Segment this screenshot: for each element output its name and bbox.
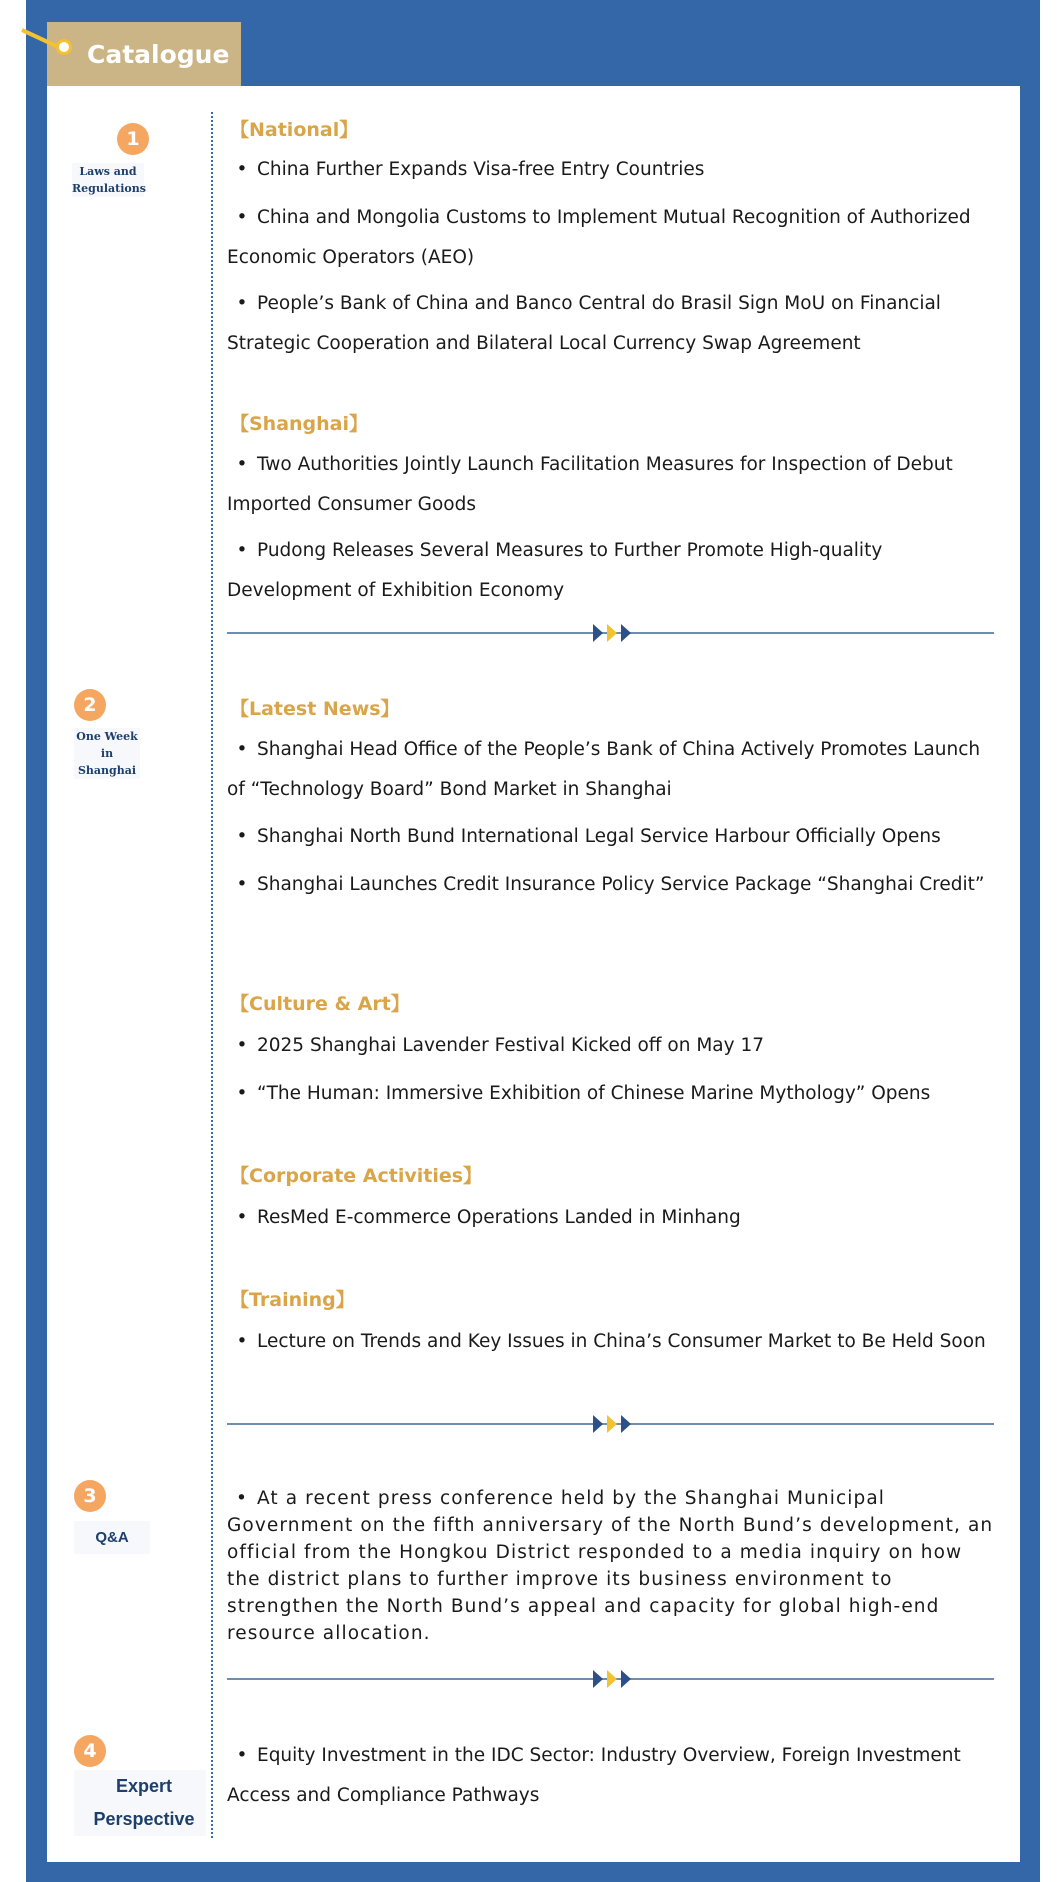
- news-item[interactable]: [227, 531, 997, 611]
- bullet-icon: •: [236, 207, 248, 228]
- bullet-icon: •: [236, 1035, 248, 1056]
- heading-shanghai: 【Shanghai】: [230, 413, 369, 435]
- heading-culture-art: 【Culture & Art】: [230, 993, 410, 1015]
- news-item[interactable]: [227, 198, 997, 278]
- catalogue-title: Catalogue: [87, 39, 230, 69]
- news-item[interactable]: [227, 445, 997, 525]
- news-item-text: Pudong Releases Several Measures to Further Promote High-quality Development of Exhibition Economy: [227, 540, 883, 601]
- bullet-icon: •: [236, 1207, 248, 1228]
- news-item[interactable]: [227, 1322, 997, 1362]
- section-2-label: [74, 728, 140, 779]
- section-2-badge: 2: [74, 689, 106, 721]
- bullet-icon: •: [236, 454, 248, 475]
- bullet-icon: •: [236, 826, 248, 847]
- news-item[interactable]: [227, 284, 997, 364]
- bullet-icon: •: [236, 159, 248, 180]
- triple-arrow-icon: [591, 1670, 637, 1688]
- heading-national: 【National】: [230, 119, 359, 141]
- section-divider: [227, 627, 994, 639]
- catalogue-pointer-dot: [56, 39, 72, 55]
- bullet-icon: •: [236, 1745, 248, 1766]
- triple-arrow-icon: [591, 1415, 637, 1433]
- section-3-badge: 3: [74, 1480, 106, 1512]
- timeline-divider: [211, 112, 213, 1838]
- heading-latest-news: 【Latest News】: [230, 698, 400, 720]
- bullet-icon: •: [236, 1331, 248, 1352]
- news-item-text: “The Human: Immersive Exhibition of Chinese Marine Mythology” Opens: [257, 1083, 931, 1104]
- section-3-label-text: Q&A: [95, 1529, 129, 1546]
- news-item-text: Shanghai North Bund International Legal Service Harbour Officially Opens: [257, 826, 941, 847]
- section-1-label-text: Laws and Regulations: [72, 165, 146, 195]
- news-item-text: China Further Expands Visa-free Entry Countries: [257, 159, 705, 180]
- news-item-text: Lecture on Trends and Key Issues in China’s Consumer Market to Be Held Soon: [257, 1331, 986, 1352]
- news-item-text: Equity Investment in the IDC Sector: Industry Overview, Foreign Investment Access and Compliance Pathways: [227, 1745, 961, 1806]
- heading-corporate-activities: 【Corporate Activities】: [230, 1165, 483, 1187]
- section-4-badge: 4: [74, 1735, 106, 1767]
- section-divider: [227, 1418, 994, 1430]
- news-item[interactable]: [227, 1026, 997, 1066]
- section-1-badge: 1: [117, 123, 149, 155]
- news-item-text: Shanghai Launches Credit Insurance Policy Service Package “Shanghai Credit”: [257, 874, 985, 895]
- bullet-icon: •: [236, 874, 248, 895]
- section-2-label-text: One Week in Shanghai: [76, 730, 138, 777]
- section-1-label: [72, 163, 144, 197]
- triple-arrow-icon: [591, 624, 637, 642]
- news-item[interactable]: [227, 1074, 997, 1114]
- section-4-label-text: Expert Perspective: [93, 1776, 195, 1829]
- news-item-text: ResMed E-commerce Operations Landed in Minhang: [257, 1207, 741, 1228]
- section-4-label: [74, 1770, 206, 1836]
- news-item-text: 2025 Shanghai Lavender Festival Kicked off on May 17: [257, 1035, 765, 1056]
- bullet-icon: •: [236, 739, 248, 760]
- catalogue-tab: [47, 22, 241, 86]
- news-item-text: China and Mongolia Customs to Implement Mutual Recognition of Authorized Economic Operators (AEO): [227, 207, 971, 268]
- heading-training: 【Training】: [230, 1289, 355, 1311]
- bullet-icon: •: [236, 293, 248, 314]
- section-3-label: [74, 1521, 150, 1554]
- bullet-icon: •: [236, 1083, 248, 1104]
- news-item-text: Two Authorities Jointly Launch Facilitation Measures for Inspection of Debut Imported Consumer Goods: [227, 454, 953, 515]
- bullet-icon: •: [236, 540, 248, 561]
- bullet-icon: •: [235, 1488, 248, 1509]
- news-item[interactable]: [227, 865, 997, 905]
- news-item[interactable]: [227, 150, 997, 190]
- qa-text: At a recent press conference held by the Shanghai Municipal Government on the fifth anniversary of the North Bund’s development, an official from the Hongkou District responded to a media inquiry on how the district plans to further improve its business environment to strengthen the North Bund’s appeal and capacity for global high-end resource allocation.: [227, 1488, 994, 1644]
- qa-item[interactable]: [227, 1485, 1002, 1647]
- news-item[interactable]: [227, 817, 997, 857]
- news-item-text: Shanghai Head Office of the People’s Bank of China Actively Promotes Launch of “Technology Board” Bond Market in Shanghai: [227, 739, 981, 800]
- news-item[interactable]: [227, 1736, 997, 1816]
- section-divider: [227, 1673, 994, 1685]
- news-item[interactable]: [227, 730, 997, 810]
- news-item-text: People’s Bank of China and Banco Central do Brasil Sign MoU on Financial Strategic Cooperation and Bilateral Local Currency Swap Agreement: [227, 293, 941, 354]
- news-item[interactable]: [227, 1198, 997, 1238]
